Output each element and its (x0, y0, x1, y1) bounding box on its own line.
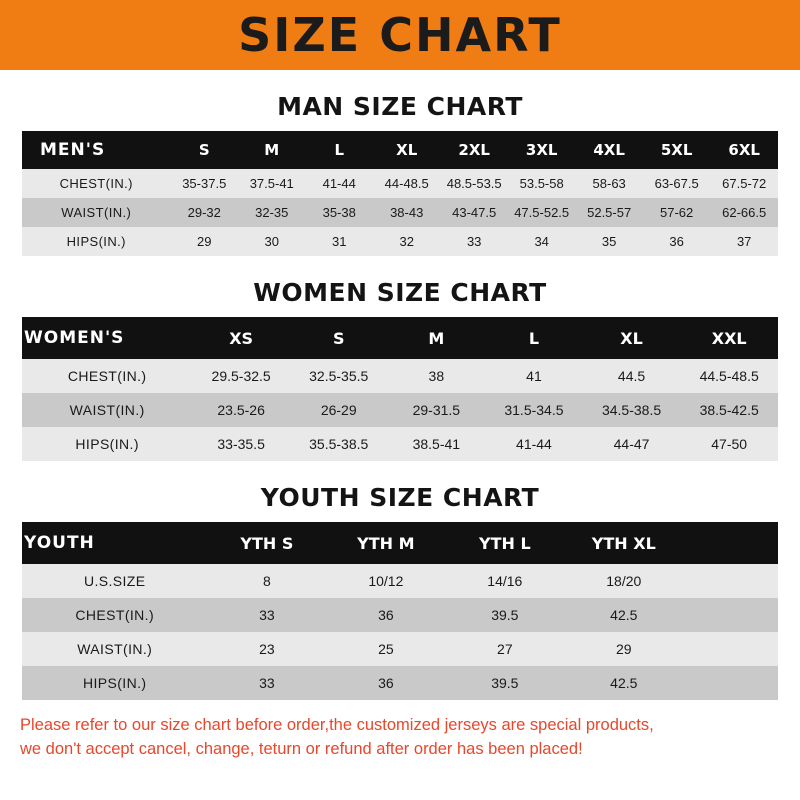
cell-spacer (683, 598, 778, 632)
col-header-3xl: 3XL (508, 131, 575, 169)
cell: 35-37.5 (171, 169, 238, 198)
cell: 58-63 (575, 169, 642, 198)
cell: 33 (207, 598, 326, 632)
youth-size-table (22, 522, 778, 700)
cell: 32-35 (238, 198, 305, 227)
col-header-xl: XL (373, 131, 440, 169)
cell: 43-47.5 (440, 198, 507, 227)
man-size-table (22, 131, 778, 256)
cell: 38 (388, 359, 486, 393)
row-label-hips: HIPS(IN.) (22, 666, 207, 700)
row-label-chest: CHEST(IN.) (22, 359, 192, 393)
cell: 44.5 (583, 359, 681, 393)
col-header-2xl: 2XL (440, 131, 507, 169)
cell: 41 (485, 359, 583, 393)
table-header-row (22, 522, 778, 564)
cell: 38.5-41 (388, 427, 486, 461)
col-header-xxl: XXL (680, 317, 778, 359)
table-row (22, 427, 778, 461)
table-row (22, 564, 778, 598)
cell: 47.5-52.5 (508, 198, 575, 227)
cell: 44.5-48.5 (680, 359, 778, 393)
cell: 8 (207, 564, 326, 598)
cell: 34.5-38.5 (583, 393, 681, 427)
section-title-women: WOMEN SIZE CHART (253, 278, 547, 307)
cell: 32.5-35.5 (290, 359, 388, 393)
cell: 36 (643, 227, 710, 256)
cell: 26-29 (290, 393, 388, 427)
table-row (22, 632, 778, 666)
cell: 35.5-38.5 (290, 427, 388, 461)
col-header-s: S (171, 131, 238, 169)
cell: 38-43 (373, 198, 440, 227)
col-header-m: M (388, 317, 486, 359)
row-label-hips: HIPS(IN.) (22, 227, 171, 256)
row-label-waist: WAIST(IN.) (22, 632, 207, 666)
cell: 63-67.5 (643, 169, 710, 198)
col-header-l: L (305, 131, 372, 169)
row-label-chest: CHEST(IN.) (22, 598, 207, 632)
table-row (22, 227, 778, 256)
order-notice (20, 714, 780, 762)
table-row (22, 359, 778, 393)
cell-spacer (683, 564, 778, 598)
section-title-man: MAN SIZE CHART (277, 92, 523, 121)
col-header-s: S (290, 317, 388, 359)
cell: 33-35.5 (192, 427, 290, 461)
cell: 33 (207, 666, 326, 700)
notice-line-1: Please refer to our size chart before order,the customized jerseys are special products, (20, 716, 654, 734)
cell: 57-62 (643, 198, 710, 227)
cell: 44-48.5 (373, 169, 440, 198)
col-header-4xl: 4XL (575, 131, 642, 169)
col-header-youth: YOUTH (22, 522, 207, 564)
col-header-yth-xl: YTH XL (564, 522, 683, 564)
cell: 31 (305, 227, 372, 256)
page-title: SIZE CHART (238, 8, 562, 62)
cell: 39.5 (445, 598, 564, 632)
col-header-m: M (238, 131, 305, 169)
cell: 34 (508, 227, 575, 256)
section-man (22, 92, 778, 256)
cell: 37.5-41 (238, 169, 305, 198)
col-header-6xl: 6XL (710, 131, 778, 169)
cell: 18/20 (564, 564, 683, 598)
cell: 67.5-72 (710, 169, 778, 198)
cell: 37 (710, 227, 778, 256)
table-row (22, 169, 778, 198)
row-label-waist: WAIST(IN.) (22, 198, 171, 227)
cell-spacer (683, 632, 778, 666)
cell: 30 (238, 227, 305, 256)
cell: 42.5 (564, 598, 683, 632)
cell: 47-50 (680, 427, 778, 461)
table-row (22, 666, 778, 700)
cell: 41-44 (485, 427, 583, 461)
section-youth (22, 483, 778, 700)
cell: 53.5-58 (508, 169, 575, 198)
cell: 52.5-57 (575, 198, 642, 227)
cell: 36 (326, 598, 445, 632)
cell: 44-47 (583, 427, 681, 461)
section-title-youth: YOUTH SIZE CHART (260, 483, 540, 512)
section-women (22, 278, 778, 461)
table-row (22, 198, 778, 227)
col-header-l: L (485, 317, 583, 359)
cell: 35-38 (305, 198, 372, 227)
table-row (22, 393, 778, 427)
row-label-chest: CHEST(IN.) (22, 169, 171, 198)
col-header-xl: XL (583, 317, 681, 359)
cell: 42.5 (564, 666, 683, 700)
cell: 32 (373, 227, 440, 256)
col-header-spacer (683, 522, 778, 564)
content-area (0, 92, 800, 700)
col-header-yth-s: YTH S (207, 522, 326, 564)
table-header-row (22, 131, 778, 169)
cell: 14/16 (445, 564, 564, 598)
header-banner (0, 0, 800, 70)
cell: 29-31.5 (388, 393, 486, 427)
row-label-hips: HIPS(IN.) (22, 427, 192, 461)
col-header-mens: MEN'S (22, 131, 171, 169)
cell: 29-32 (171, 198, 238, 227)
table-row (22, 598, 778, 632)
cell: 48.5-53.5 (440, 169, 507, 198)
cell: 38.5-42.5 (680, 393, 778, 427)
women-size-table (22, 317, 778, 461)
col-header-yth-l: YTH L (445, 522, 564, 564)
cell: 23.5-26 (192, 393, 290, 427)
col-header-womens: WOMEN'S (22, 317, 192, 359)
cell: 62-66.5 (710, 198, 778, 227)
col-header-xs: XS (192, 317, 290, 359)
cell: 29.5-32.5 (192, 359, 290, 393)
col-header-5xl: 5XL (643, 131, 710, 169)
cell: 10/12 (326, 564, 445, 598)
notice-line-2: we don't accept cancel, change, teturn or refund after order has been placed! (20, 739, 583, 758)
cell: 36 (326, 666, 445, 700)
col-header-yth-m: YTH M (326, 522, 445, 564)
cell: 25 (326, 632, 445, 666)
cell: 27 (445, 632, 564, 666)
cell: 41-44 (305, 169, 372, 198)
cell-spacer (683, 666, 778, 700)
cell: 23 (207, 632, 326, 666)
cell: 31.5-34.5 (485, 393, 583, 427)
cell: 35 (575, 227, 642, 256)
cell: 29 (171, 227, 238, 256)
table-header-row (22, 317, 778, 359)
cell: 33 (440, 227, 507, 256)
row-label-us-size: U.S.SIZE (22, 564, 207, 598)
row-label-waist: WAIST(IN.) (22, 393, 192, 427)
cell: 39.5 (445, 666, 564, 700)
cell: 29 (564, 632, 683, 666)
